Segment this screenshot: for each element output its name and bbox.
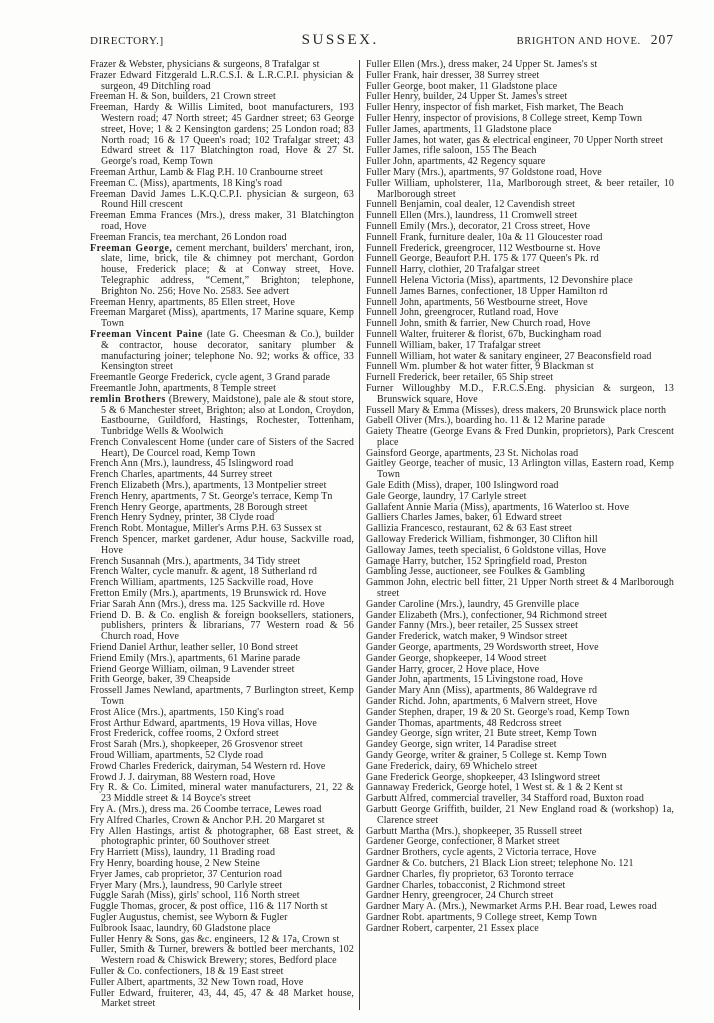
directory-entry: Funnell William, hot water & sanitary engineer, 27 Beaconsfield road	[366, 350, 652, 362]
directory-entry: Garbutt George Griffith, builder, 21 New England road & (workshop) 1a, Clarence street	[366, 803, 674, 826]
directory-entry: Gardner Robt. apartments, 9 College street, Kemp Town	[366, 911, 598, 923]
directory-entry: Fuggle Thomas, grocer, & post office, 116 & 117 North st	[90, 901, 328, 913]
directory-entry: Gander Thomas, apartments, 48 Redcross street	[366, 717, 562, 729]
directory-entry: Funnell Emily (Mrs.), decorator, 21 Cross street, Hove	[366, 220, 591, 232]
header-section-title	[517, 32, 674, 48]
directory-entry: Fuller Mary (Mrs.), apartments, 97 Goldstone road, Hove	[366, 166, 602, 178]
directory-entry: Fuller Henry, inspector of provisions, 8 College street, Kemp Town	[366, 112, 643, 124]
directory-entry: Fuller Frank, hair dresser, 38 Surrey street	[366, 69, 540, 81]
directory-entry: Fuller James, hot water, gas & electrical engineer, 70 Upper North street	[366, 134, 663, 146]
directory-entry: Gardner Charles, tobacconist, 2 Richmond street	[366, 879, 566, 891]
directory-entry: Freeman Francis, tea merchant, 26 London road	[90, 231, 287, 243]
directory-entry: Gander Richd. John, apartments, 6 Malvern street, Hove	[366, 696, 598, 708]
page-header	[90, 32, 674, 49]
directory-entry: Funnell Walter, fruiterer & florist, 67b, Buckingham road	[366, 328, 602, 340]
directory-entry: Furnell Frederick, beer retailer, 65 Ship street	[366, 372, 554, 384]
directory-entry: Fuller George, boot maker, 11 Gladstone place	[366, 80, 558, 92]
directory-entry: Fry Allen Hastings, artist & photographer, 68 East street, & photographic printer, 60 Southover street	[90, 825, 354, 848]
directory-entry: Funnell Frank, furniture dealer, 10a & 11 Gloucester road	[366, 231, 603, 243]
directory-entry: Gardener George, confectioner, 8 Market street	[366, 836, 560, 848]
right-column	[359, 60, 674, 1010]
directory-entry: Gander Fanny (Mrs.), beer retailer, 25 Sussex street	[366, 620, 578, 632]
directory-entry: Fuller Henry, inspector of fish market, Fish market, The Beach	[366, 102, 624, 114]
directory-entry: Gardner Robert, carpenter, 21 Essex place	[366, 922, 539, 934]
directory-entry: Fuller James, rifle saloon, 155 The Beach	[366, 145, 537, 157]
directory-entry: French Elizabeth (Mrs.), apartments, 13 Montpelier street	[90, 480, 327, 492]
directory-entry: Gammon John, electric bell fitter, 21 Upper North street & 4 Marlborough street	[366, 577, 674, 600]
directory-entry: Fulbrook Isaac, laundry, 60 Gladstone place	[90, 922, 271, 934]
directory-entry: Gane Frederick, dairy, 69 Whichelo street	[366, 760, 538, 772]
directory-entry: Frazer & Webster, physicians & surgeons, 8 Trafalgar st	[90, 60, 320, 70]
directory-entry: Frost Alice (Mrs.), apartments, 150 King's road	[90, 706, 284, 718]
directory-entry: Frossell James Newland, apartments, 7 Burlington street, Kemp Town	[90, 685, 354, 708]
directory-entry: Funnell Ellen (Mrs.), laundress, 11 Cromwell street	[366, 210, 578, 222]
directory-entry: Friar Sarah Ann (Mrs.), dress ma. 125 Sackville rd. Hove	[90, 598, 325, 610]
directory-entry: Gardner & Co. butchers, 21 Black Lion street; telephone No. 121	[366, 857, 634, 869]
directory-entry: Gander Caroline (Mrs.), laundry, 45 Grenville place	[366, 598, 579, 610]
directory-entry: French Robt. Montague, Miller's Arms P.H. 63 Sussex st	[90, 523, 322, 535]
directory-entry: Galloway James, teeth specialist, 6 Goldstone villas, Hove	[366, 544, 607, 556]
directory-entry: Funnell Wm. plumber & hot water fitter, 9 Blackman st	[366, 361, 594, 373]
directory-entry: Gander Mary Ann (Miss), apartments, 86 Waldegrave rd	[366, 685, 598, 697]
directory-entry: Fry Harriett (Miss), laundry, 11 Brading road	[90, 847, 276, 859]
directory-entry: Gale Edith (Miss), draper, 100 Islingword road	[366, 480, 559, 492]
directory-entry: Funnell William, baker, 17 Trafalgar street	[366, 339, 541, 351]
directory-entry: Gaitley George, teacher of music, 13 Arlington villas, Eastern road, Kemp Town	[366, 458, 674, 481]
directory-entry: Gandey George, sign writer, 14 Paradise street	[366, 739, 557, 751]
directory-entry: Funnell John, smith & farrier, New Church road, Hove	[366, 318, 591, 330]
directory-entry: Gander Stephen, draper, 19 & 20 St. George's road, Kemp Town	[366, 706, 630, 718]
directory-entry: Frith George, baker, 39 Cheapside	[90, 674, 231, 686]
directory-entry: Frowd Charles Frederick, dairyman, 54 Western rd. Hove	[90, 760, 326, 772]
directory-entry: Gardner Brothers, cycle agents, 2 Victoria terrace, Hove	[366, 847, 597, 859]
directory-entry: Furner Willoughby M.D., F.R.C.S.Eng. physician & surgeon, 13 Brunswick square, Hove	[366, 382, 674, 405]
directory-entry: Fugler Augustus, chemist, see Wyborn & Fugler	[90, 911, 288, 923]
directory-entry: Froud William, apartments, 52 Clyde road	[90, 750, 264, 761]
directory-entry: Fuller James, apartments, 11 Gladstone place	[366, 123, 552, 135]
directory-entry: Freeman C. (Miss), apartments, 18 King's road	[90, 177, 283, 189]
directory-entry: Fretton Emily (Mrs.), apartments, 19 Brunswick rd. Hove	[90, 588, 327, 600]
directory-entry: Fuller Henry & Sons, gas &c. engineers, 12 & 17a, Crown st	[90, 933, 340, 945]
directory-entry: Freeman George, cement merchant, builders' merchant, iron, slate, lime, brick, tile & chimney pot merchant, Gordon house, Frederick place; & at Conway street, Hove. Telegraphic address, “Cement,” Brighton; telephone, Brighton No. 256; Hove No. 2583. See advert	[90, 242, 354, 297]
directory-entry: Gale George, laundry, 17 Carlyle street	[366, 490, 527, 502]
directory-entry: Fuller Albert, apartments, 32 New Town road, Hove	[90, 976, 304, 988]
directory-entry: Gandy George, writer & grainer, 5 College st. Kemp Town	[366, 750, 607, 761]
directory-entry: Gander George, shopkeeper, 14 Wood street	[366, 652, 547, 664]
directory-entry: Friend George William, oilman, 9 Lavender street	[90, 663, 295, 675]
directory-entry: French Convalescent Home (under care of Sisters of the Sacred Heart), De Courcel road, Kemp Town	[90, 436, 354, 459]
directory-entry: Garbutt Alfred, commercial traveller, 34 Stafford road, Buxton road	[366, 793, 644, 805]
directory-entry: Gaiety Theatre (George Evans & Fred Dunkin, proprietors), Park Crescent place	[366, 426, 674, 448]
directory-entry: French Ann (Mrs.), laundress, 45 Islingword road	[90, 458, 294, 470]
page-number: 207	[650, 32, 674, 47]
directory-entry: Fuller William, upholsterer, 11a, Marlborough street, & beer retailer, 10 Marlborough street	[366, 177, 674, 200]
directory-entry: Galliers Charles James, baker, 61 Edward street	[366, 512, 562, 524]
directory-entry: Fry Henry, boarding house, 2 New Steine	[90, 857, 260, 869]
directory-entry: Frost Frederick, coffee rooms, 2 Oxford street	[90, 728, 279, 740]
directory-entry: Freeman, Hardy & Willis Limited, boot manufacturers, 193 Western road; 47 North street; 45 Gardner street; 63 George street, Hove; 1 & 2 Kensington gardens; 25 London road; 83 North road; 16 & 17 Queen's road; 102 Trafalgar street; 43 Edward street & 117 Blatchington road, Hove & 27 St. George's road, Kemp Town	[90, 102, 354, 168]
directory-entry: Gamage Harry, butcher, 152 Springfield road, Preston	[366, 555, 588, 567]
directory-entry: Gambling Jesse, auctioneer, see Foulkes & Gambling	[366, 566, 585, 578]
directory-entry: Frazer Edward Fitzgerald L.R.C.S.I. & L.R.C.P.I. physician & surgeon, 49 Ditchling road	[90, 69, 354, 92]
directory-entry: Funnell John, apartments, 56 Westbourne street, Hove	[366, 296, 588, 308]
directory-entry: Friend D. B. & Co. english & foreign booksellers, stationers, publishers, printers & librarians, 77 Western road & 56 Church road, Hove	[90, 609, 354, 643]
directory-entry: Freemantle John, apartments, 8 Temple street	[90, 382, 276, 394]
directory-entry: Fryer Mary (Mrs.), laundress, 90 Carlyle street	[90, 879, 283, 891]
directory-entry: Gandey George, sign writer, 21 Bute street, Kemp Town	[366, 728, 597, 740]
directory-entry: Gabell Oliver (Mrs.), boarding ho. 11 & 12 Marine parade	[366, 415, 606, 427]
directory-entry: Gallafent Annie Maria (Miss), apartments, 16 Waterloo st. Hove	[366, 501, 630, 513]
directory-entry-bold-name: Freeman Vincent Paine	[90, 328, 207, 340]
directory-entry: Fuller Edward, fruiterer, 43, 44, 45, 47 & 48 Market house, Market street	[90, 987, 354, 1010]
directory-entry: Gardner Charles, fly proprietor, 63 Toronto terrace	[366, 868, 574, 880]
directory-entry: remlin Brothers (Brewery, Maidstone), pale ale & stout store, 5 & 6 Manchester street, Brighton; also at London, Croydon, Eastbourne, Guildford, Hastings, Rochester, Tottenham, Tunbridge Wells & Woolwich	[90, 393, 354, 438]
directory-entry: Fry Alfred Charles, Crown & Anchor P.H. 20 Margaret st	[90, 814, 325, 826]
directory-entry: Funnell Benjamin, coal dealer, 12 Cavendish street	[366, 199, 575, 211]
directory-entry: Freeman David James L.K.Q.C.P.I. physician & surgeon, 63 Round Hill crescent	[90, 188, 354, 211]
directory-entry: Friend Daniel Arthur, leather seller, 10 Bond street	[90, 642, 298, 654]
directory-entry: Fuller, Smith & Turner, brewers & bottled beer merchants, 102 Western road & Chiswick Brewery; stores, Bedford place	[90, 944, 354, 967]
directory-entry: Fry A. (Mrs.), dress ma. 26 Coombe terrace, Lewes road	[90, 803, 322, 815]
directory-entry: Gander George, apartments, 29 Wordsworth street, Hove	[366, 642, 599, 654]
directory-entry: French Walter, cycle manufr. & agent, 18 Sutherland rd	[90, 566, 317, 578]
directory-entry: Funnell Harry, clothier, 20 Trafalgar street	[366, 264, 540, 276]
directory-entry: Garbutt Martha (Mrs.), shopkeeper, 35 Russell street	[366, 825, 583, 837]
directory-entry: Fry R. & Co. Limited, mineral water manufacturers, 21, 22 & 23 Middle street & 14 Boyce's street	[90, 782, 354, 805]
directory-entry: Fuller Ellen (Mrs.), dress maker, 24 Upper St. James's st	[366, 60, 598, 70]
directory-entry: French Henry, apartments, 7 St. George's terrace, Kemp Tn	[90, 490, 333, 502]
directory-entry: Freeman Emma Frances (Mrs.), dress maker, 31 Blatchington road, Hove	[90, 210, 354, 232]
directory-entry: French Henry Sydney, printer, 38 Clyde road	[90, 512, 275, 524]
directory-entry: Freeman Henry, apartments, 85 Ellen street, Hove	[90, 296, 295, 308]
directory-entry: Freeman Vincent Paine (late G. Cheesman & Co.), builder & contractor, house decorator, sanitary plumber & manufacturing joiner; telephone No. 92; works & office, 33 Kensington street	[90, 328, 354, 373]
directory-entry: Funnell James Barnes, confectioner, 18 Upper Hamilton rd	[366, 285, 608, 297]
directory-entry: Galloway Frederick William, fishmonger, 30 Clifton hill	[366, 534, 598, 546]
directory-entry: Gander John, apartments, 15 Livingstone road, Hove	[366, 674, 583, 686]
directory-entry: Freeman Margaret (Miss), apartments, 17 Marine square, Kemp Town	[90, 307, 354, 330]
directory-entry: French Charles, apartments, 44 Surrey street	[90, 469, 273, 481]
directory-entry: Fryer James, cab proprietor, 37 Centurion road	[90, 868, 282, 880]
directory-entry: Frost Arthur Edward, apartments, 19 Hova villas, Hove	[90, 717, 317, 729]
directory-entry: Gander Frederick, watch maker, 9 Windsor street	[366, 631, 568, 643]
directory-entry: Freeman Arthur, Lamb & Flag P.H. 10 Cranbourne street	[90, 166, 323, 178]
directory-entry: Frowd J. J. dairyman, 88 Western road, Hove	[90, 771, 276, 783]
header-directory-label: DIRECTORY.]	[90, 35, 164, 47]
directory-entry: Friend Emily (Mrs.), apartments, 61 Marine parade	[90, 652, 301, 664]
directory-entry: French William, apartments, 125 Sackville road, Hove	[90, 577, 314, 589]
header-section-text: BRIGHTON AND HOVE.	[516, 36, 641, 47]
directory-entry: Fuller Henry, builder, 24 Upper St. James's street	[366, 91, 568, 103]
directory-entry: French Spencer, market gardener, Adur house, Sackville road, Hove	[90, 534, 354, 556]
directory-entry-bold-name: Freeman George,	[90, 242, 177, 254]
directory-entry: Freeman H. & Son, builders, 21 Crown street	[90, 91, 276, 103]
directory-entry: Gander Elizabeth (Mrs.), confectioner, 94 Richmond street	[366, 609, 608, 621]
directory-entry: Gardner Mary A. (Mrs.), Newmarket Arms P.H. Bear road, Lewes road	[366, 901, 657, 913]
directory-entry: Fussell Mary & Emma (Misses), dress makers, 20 Brunswick place north	[366, 404, 667, 416]
directory-entry: French Henry George, apartments, 28 Borough street	[90, 501, 308, 513]
directory-entry: French Susannah (Mrs.), apartments, 34 Tidy street	[90, 555, 301, 567]
directory-entry: Gander Harry, grocer, 2 Hove place, Hove	[366, 663, 540, 675]
left-column	[90, 60, 354, 1010]
directory-entry: Funnell Helena Victoria (Miss), apartments, 12 Devonshire place	[366, 274, 633, 286]
directory-entry: Fuller & Co. confectioners, 18 & 19 East street	[90, 965, 284, 977]
directory-entry: Fuller John, apartments, 42 Regency square	[366, 156, 546, 168]
directory-entry: Funnell Frederick, greengrocer, 112 Westbourne st. Hove	[366, 242, 601, 254]
directory-entry: Funnell George, Beaufort P.H. 175 & 177 Queen's Pk. rd	[366, 253, 599, 265]
directory-entry: Gardner Henry, greengrocer, 24 Church street	[366, 890, 554, 902]
directory-entry: Frost Sarah (Mrs.), shopkeeper, 26 Grosvenor street	[90, 739, 303, 751]
directory-entry: Gannaway Frederick, George hotel, 1 West st. & 1 & 2 Kent st	[366, 782, 623, 794]
directory-entry: Fuggle Sarah (Miss), girls' school, 116 North street	[90, 890, 300, 902]
directory-columns	[90, 60, 674, 1010]
directory-entry: Gainsford George, apartments, 23 St. Nicholas road	[366, 447, 579, 459]
header-county-title: SUSSEX.	[301, 32, 379, 48]
directory-entry: Freemantle George Frederick, cycle agent, 3 Grand parade	[90, 372, 331, 384]
directory-entry: Funnell John, greengrocer, Rutland road, Hove	[366, 307, 559, 319]
directory-entry-bold-name: remlin Brothers	[90, 393, 169, 405]
directory-entry: Gallizia Francesco, restaurant, 62 & 63 East street	[366, 523, 572, 535]
directory-entry: Gane Frederick George, shopkeeper, 43 Islingword street	[366, 771, 601, 783]
